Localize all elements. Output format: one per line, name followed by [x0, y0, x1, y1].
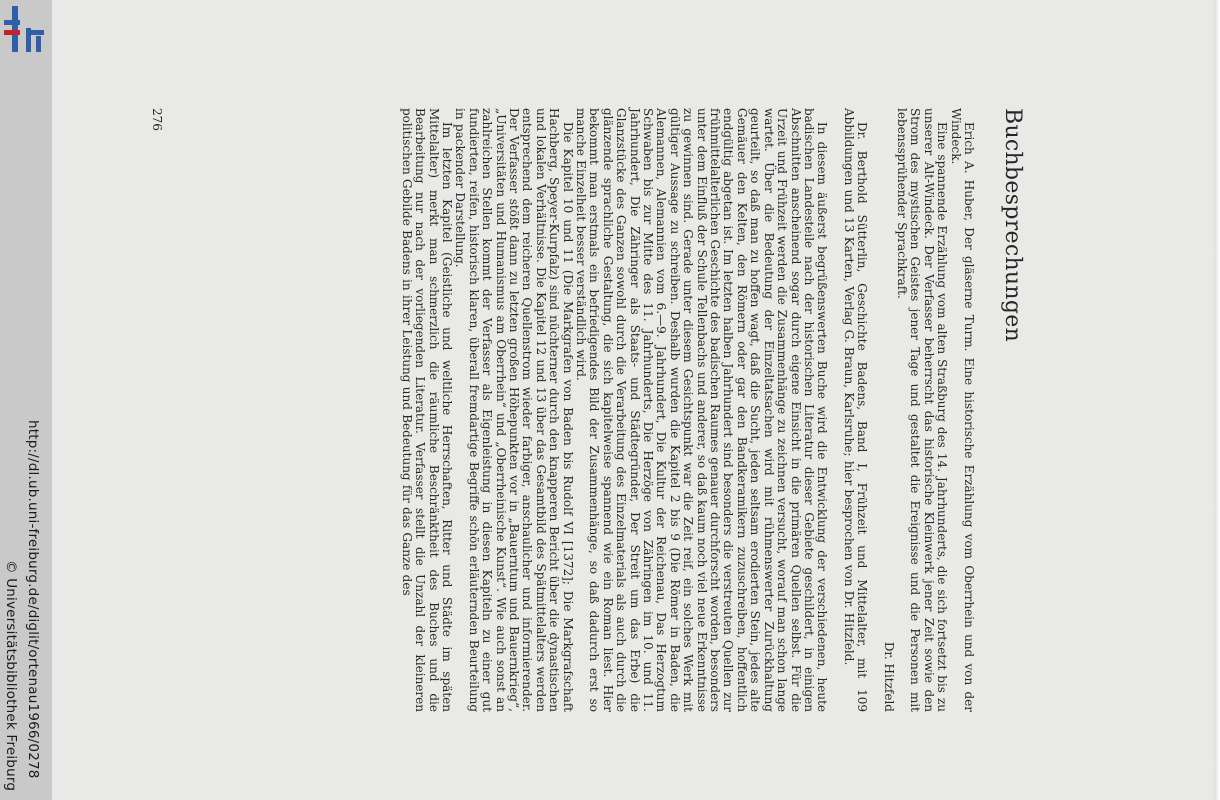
- review-1-body: Eine spannende Erzählung vom alten Straßburg des 14. Jahrhunderts, die sich fortsetzt bis zu unserer Alt-Windeck. Der Verfasser beherrscht das historische Kleinwerk jener Zeit sowie den Strom des mystischen Geistes jener Tage und gestaltet die Ereignisse und die Personen mit lebenssprühender Sprachkraft.: [894, 108, 950, 712]
- review-1-signature: Dr. Hitzfeld: [881, 641, 896, 712]
- review-2-paragraph-3: Im letzten Kapitel (Geistliche und weltliche Herrschaften, Ritter und Städte im späten Mittelalter) merkt man schmerzlich die räumliche Beschränktheit des Buches und die Bearbeitung nur nach der vorliegenden Literatur. Verfasser stellt die Unzahl der kleineren politischen Gebilde Badens in ihrer Leistung und Bedeutung für das Ganze des: [399, 108, 454, 712]
- source-url-link[interactable]: http://dl.ub.uni-freiburg.de/diglit/ortenau1966/0278: [25, 420, 41, 779]
- page-number: 276: [150, 108, 164, 131]
- ub-freiburg-logo-icon[interactable]: [4, 6, 44, 52]
- review-spacer: [868, 108, 881, 712]
- page-text-block: [399, 108, 1026, 712]
- copyright-notice: © Universitätsbibliothek Freiburg: [3, 560, 19, 792]
- review-2-paragraph-1: In diesem äußerst begrüßenswerten Buche wird die Entwicklung der verschiedenen, heute badischen Landesteile nach der historischen Literatur dieser Gebiete geschildert, in einigen Abschnitten anscheinend sogar durch eigene Einsicht in die primären Quellen selbst. Für die Urzeit und Frühzeit werden die Zusammenhänge zu zeichnen versucht, worauf man schon lange wartet. Über die Bedeutung der Einzeltatsachen wird mit rühmenswerter Zurückhaltung geurteilt, so daß man zu hoffen wagt, daß die Sucht, jeden seltsam erodierten Stein, jedes alte Gemäuer den Kelten, den Römern oder gar den Bandkeramikern zuzuschreiben, hoffentlich endgültig abgetan ist. Im letzten halben Jahrhundert sind besonders die verstreuten Quellen zur frühmittelalterlichen Geschichte des badischen Raumes genauer durchforscht worden, besonders unter dem Einfluß der Schule Tellenbachs und anderer, so daß kaum noch viel neue Erkenntnisse zu gewinnen sind. Gerade unter diesem Gesichtspunkt war die Zeit reif, ein solches Werk mit gültiger Aussage zu schreiben. Deshalb wurden die Kapitel 2 bis 9 (Die Römer in Baden, die Alemannen, Alemannien vom 6.—9. Jahrhundert, Die Kultur der Reichenau, Das Herzogtum Schwaben bis zur Mitte des 11. Jahrhunderts, Die Herzöge von Zähringen im 10. und 11. Jahrhundert, Die Zähringer als Staats- und Städtegründer, Der Streit um das Erbe) die Glanzstücke des Ganzen sowohl durch die Verarbeitung des Einzelmaterials als auch durch die glänzende sprachliche Gestaltung, die sich kapitelweise spannend wie ein Roman liest. Hier bekommt man erstmals ein befriedigendes Bild der Zusammenhänge, so daß dadurch erst so manche Einzelheit besser verständlich wird.: [574, 108, 830, 712]
- viewer-sidebar: [0, 0, 52, 800]
- review-2-citation: Dr. Berthold Sütterlin, Geschichte Badens, Band I, Frühzeit und Mittelalter, mit 109 Abbildungen und 13 Karten, Verlag G. Braun, Karlsruhe; hier besprochen von Dr. Hitzfeld.: [841, 108, 870, 712]
- paragraph-spacer: [828, 108, 841, 712]
- review-2-paragraph-2: Die Kapitel 10 und 11 (Die Markgrafen von Baden bis Rudolf VI [1372]; Die Markgrafschaft Hachberg, Speyer-Kurpfalz) sind nüchterner durch den knapperen Bericht über die dynastischen und lokalen Verhältnisse. Die Kapitel 12 und 13 über das Gesamtbild des Spätmittelalters werden entsprechend dem reicheren Quellenstrom wieder farbiger, anschaulicher und informierender. Der Verfasser stößt dann zu letzten großen Höhepunkten vor in „Bauerntum und Bauernkrieg“, „Universitäten und Humanismus am Oberrhein“ und „Oberrheinische Kunst“. Wie auch sonst an zahlreichen Stellen kommt der Verfasser als Eigenleistung in diesen Kapiteln zu einer gut fundierten, reifen, historisch klaren, überall fremdartige Begriffe schön erläuternden Beurteilung in packender Darstellung.: [453, 108, 575, 712]
- review-1-citation: Erich A. Huber, Der gläserne Turm. Eine historische Erzählung vom Oberrhein und von der Windeck.: [948, 108, 976, 712]
- page-heading: Buchbesprechungen: [1000, 108, 1025, 343]
- page-edge: [1214, 0, 1220, 800]
